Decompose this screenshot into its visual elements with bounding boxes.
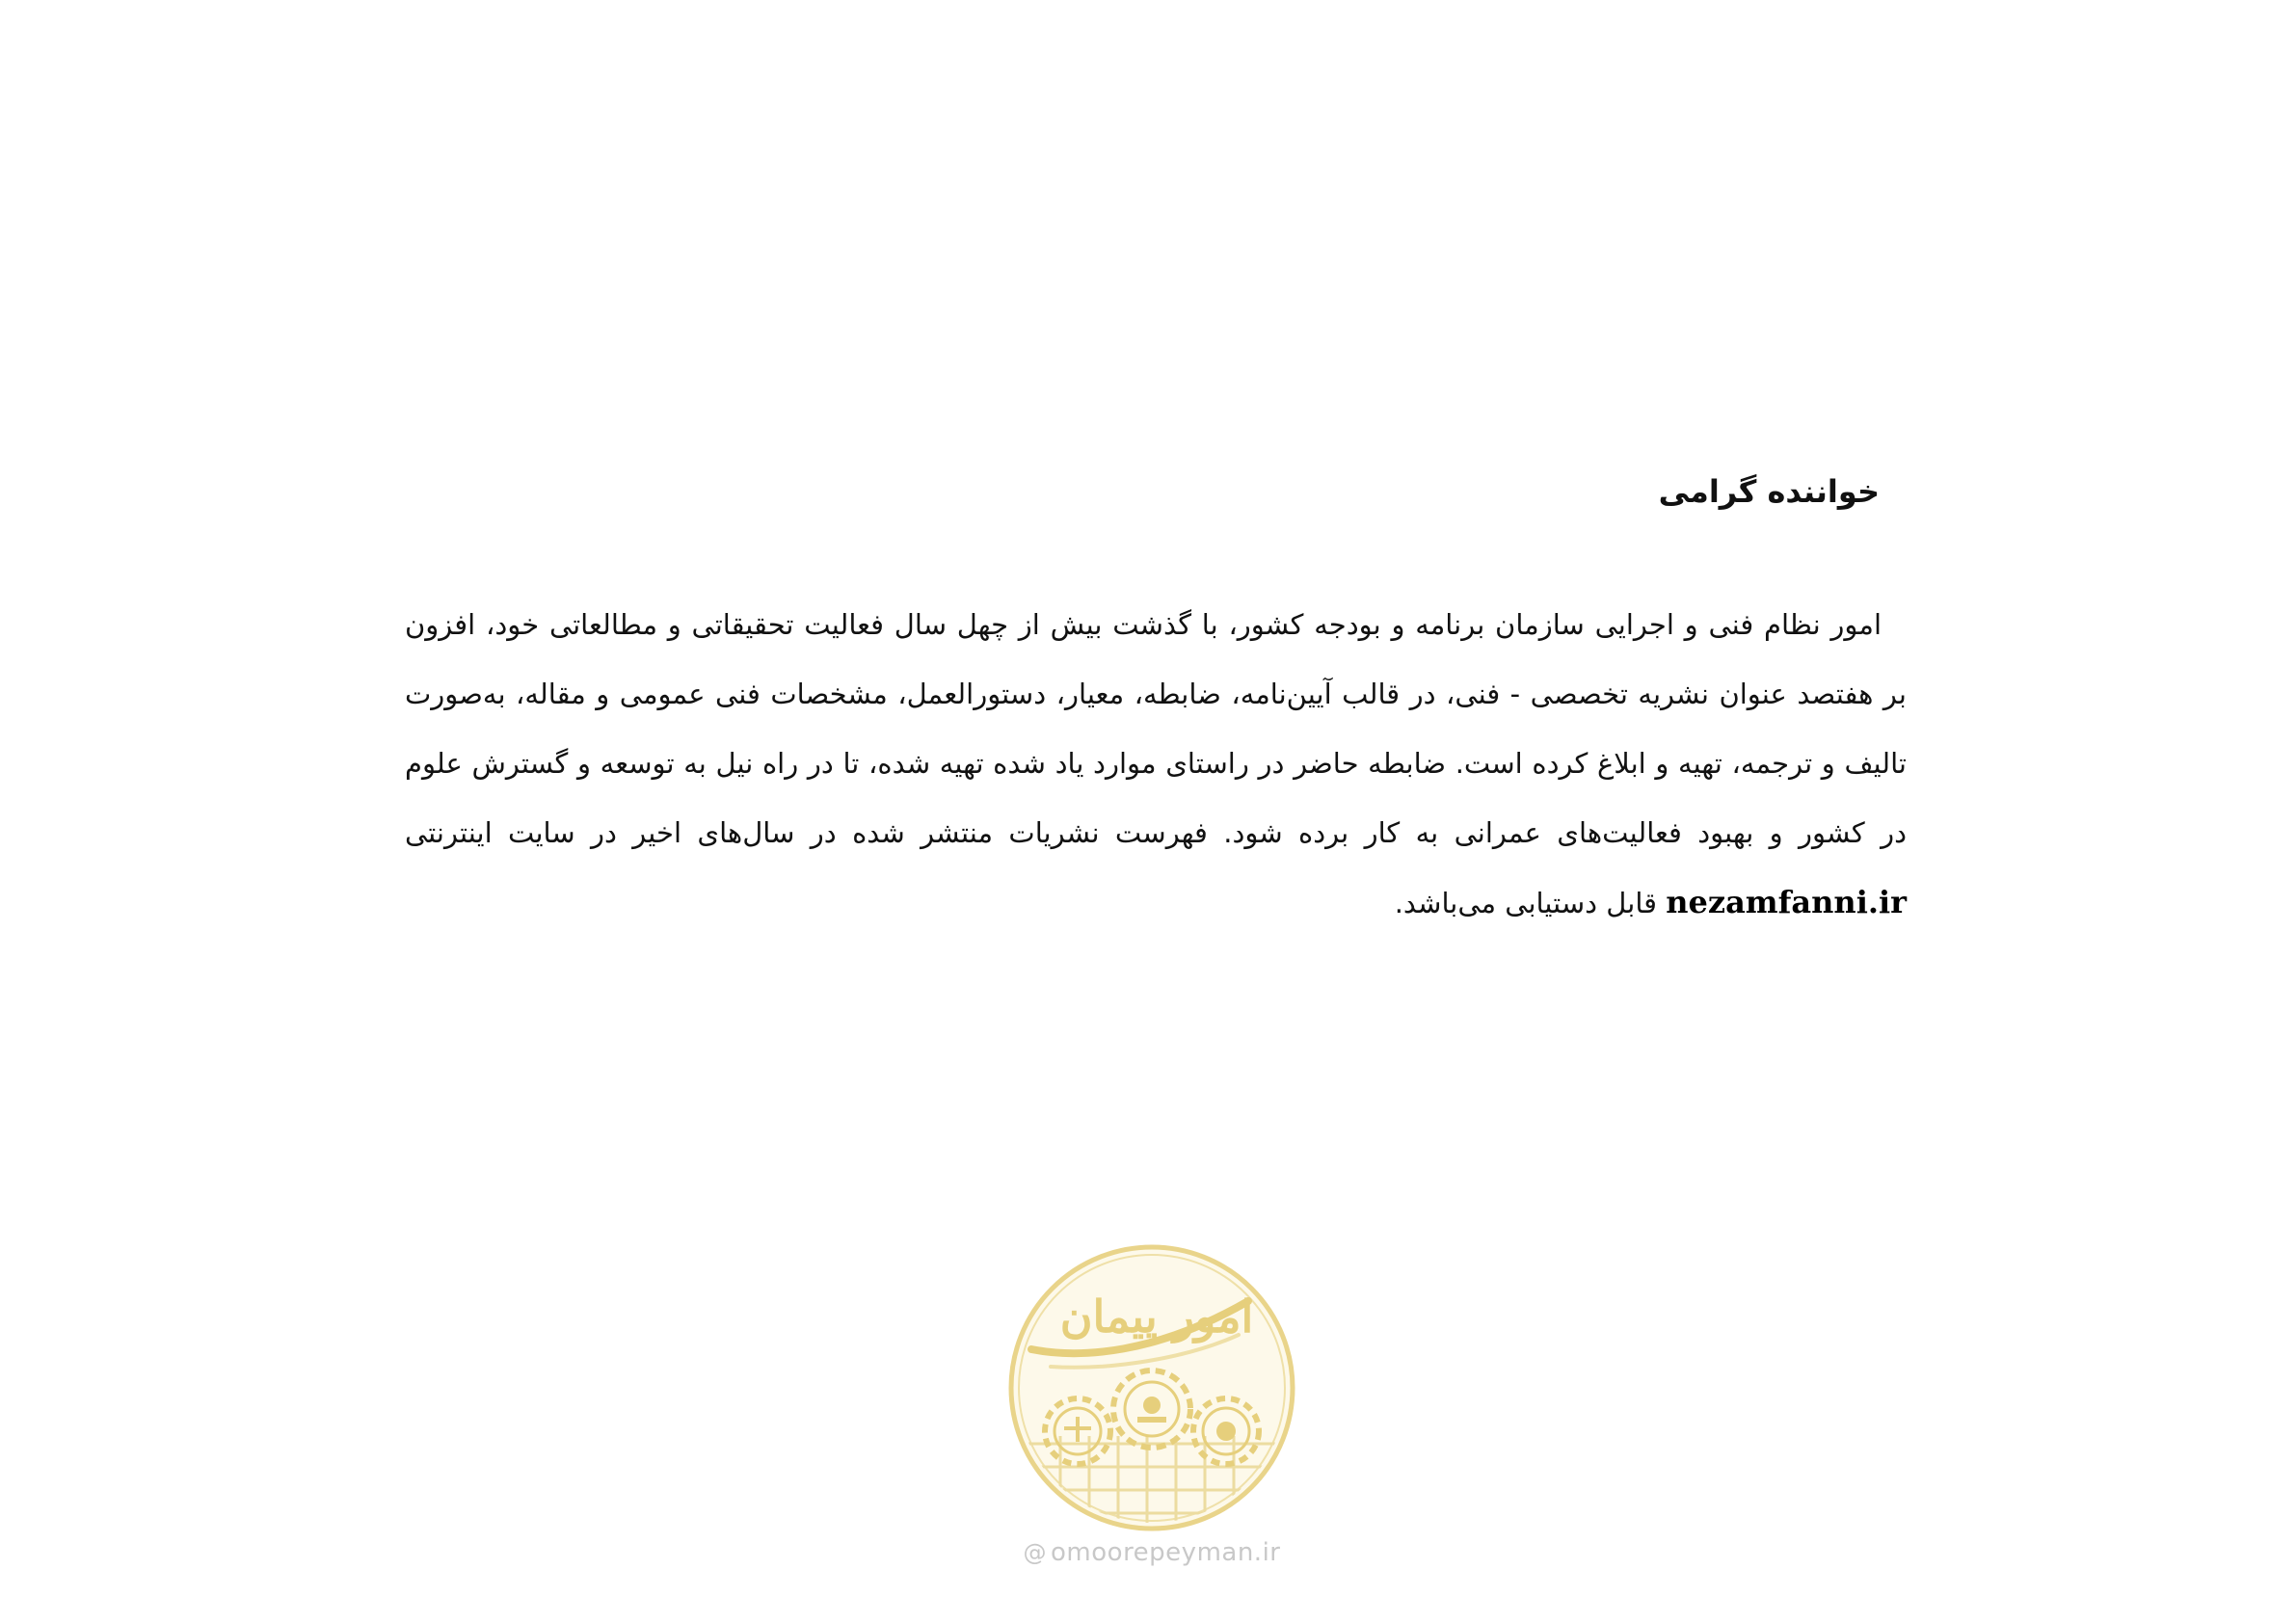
body-text-end: قابل دستیابی می‌باشد. [1394, 887, 1658, 919]
body-paragraph [405, 590, 1907, 938]
watermark-logo [993, 1243, 1311, 1590]
watermark-url [993, 1538, 1311, 1567]
body-text-main: امور نظام فنی و اجرایی سازمان برنامه و بودجه کشور، با گذشت بیش از چهل سال فعالیت تحقیقاتی و مطالعاتی خود، افزون بر هفتصد عنوان نشریه تخصصی - فنی، در قالب آیین‌نامه، ضابطه، معیار، دستورالعمل، مشخصات فنی عمومی و مقاله، به‌صورت تالیف و ترجمه، تهیه و ابلاغ کرده است. ضابطه حاضر در راستای موارد یاد شده تهیه شده، تا در راه نیل به توسعه و گسترش علوم در کشور و بهبود فعالیت‌های عمرانی به کار برده شود. فهرست نشریات منتشر شده در سال‌های اخیر در سایت اینترنتی [405, 608, 1907, 849]
logo-text: امور پیمان [1059, 1290, 1254, 1343]
at-icon: @ [1023, 1539, 1048, 1566]
site-link[interactable]: nezamfanni.ir [1666, 884, 1907, 920]
page-heading: خواننده گرامی [1658, 473, 1880, 510]
seal-icon [993, 1243, 1311, 1532]
watermark-url-text: omoorepeyman.ir [1051, 1538, 1281, 1567]
